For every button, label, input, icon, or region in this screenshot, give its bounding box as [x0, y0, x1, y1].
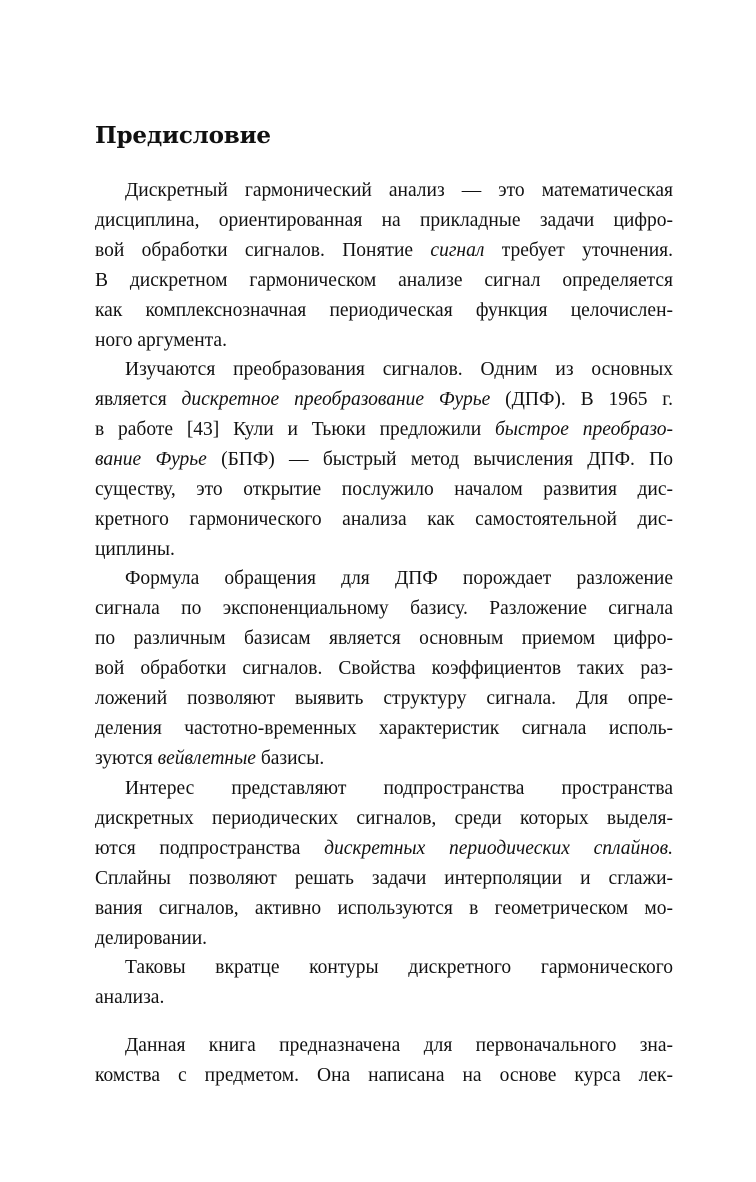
paragraph-1-line	[95, 326, 673, 356]
body-text-run: зуются	[95, 748, 158, 769]
paragraph-3-line	[95, 744, 673, 774]
body-text-run: дискретных периодических сигналов, среди которых выделя-	[95, 808, 673, 829]
paragraph-2-line	[95, 505, 673, 535]
body-text-run: сигнала по экспоненциальному базису. Разложение сигнала	[95, 598, 673, 619]
body-text-run: делировании.	[95, 928, 208, 949]
paragraph-3-line	[95, 624, 673, 654]
emphasis-text: дискретных периодических сплайнов.	[324, 838, 673, 859]
body-text-run: ложений позволяют выявить структуру сигнала. Для опре-	[95, 688, 673, 709]
body-text-run: Изучаются преобразования сигналов. Одним из основных	[125, 359, 673, 380]
page-title: Предисловие	[95, 122, 271, 149]
emphasis-text: вание Фурье	[95, 449, 207, 470]
paragraph-3-line	[95, 594, 673, 624]
paragraph-1-line	[95, 236, 673, 266]
body-text-run: по различным базисам является основным приемом цифро-	[95, 628, 673, 649]
paragraph-4-line	[95, 864, 673, 894]
paragraph-3-line	[125, 564, 673, 594]
emphasis-text: дискретное преобразование Фурье	[181, 389, 491, 410]
paragraph-2-line	[95, 415, 673, 445]
body-text-run: Интерес представляют подпространства пространства	[125, 778, 673, 799]
body-text-run: в работе [43] Кули и Тьюки предложили	[95, 419, 495, 440]
paragraph-2-line	[95, 475, 673, 505]
body-text-run: (ДПФ). В 1965 г.	[490, 389, 673, 410]
body-text-run: (БПФ) — быстрый метод вычисления ДПФ. По	[206, 449, 673, 470]
body-text-run: является	[95, 389, 182, 410]
paragraph-5-line	[95, 983, 673, 1013]
body-text-run: ного аргумента.	[95, 330, 227, 351]
paragraph-1-line	[125, 176, 673, 206]
body-text-run: Данная книга предназначена для первоначального зна-	[125, 1035, 673, 1056]
paragraph-6-line	[125, 1031, 673, 1061]
paragraph-4-line	[95, 894, 673, 924]
paragraph-6-line	[95, 1061, 673, 1091]
body-text-run: деления частотно-временных характеристик сигнала исполь-	[95, 718, 673, 739]
body-text-run: требует уточнения.	[484, 240, 673, 261]
body-text-run: вания сигналов, активно используются в геометрическом мо-	[95, 898, 673, 919]
body-text-run: существу, это открытие послужило началом развития дис-	[95, 479, 673, 500]
body-text-run: как комплекснозначная периодическая функция целочислен-	[95, 300, 673, 321]
body-text-run: Таковы вкратце контуры дискретного гармонического	[125, 957, 673, 978]
emphasis-text: сигнал	[430, 240, 485, 261]
body-text-run: В дискретном гармоническом анализе сигнал определяется	[95, 270, 673, 291]
paragraph-5-line	[125, 953, 673, 983]
emphasis-text: вейвлетные	[157, 748, 256, 769]
paragraph-2-line	[125, 355, 673, 385]
paragraph-3-line	[95, 654, 673, 684]
paragraph-2-line	[95, 385, 673, 415]
body-text-run: анализа.	[95, 987, 165, 1008]
paragraph-1-line	[95, 296, 673, 326]
body-text-run: Формула обращения для ДПФ порождает разложение	[125, 568, 673, 589]
paragraph-1-line	[95, 206, 673, 236]
body-text-run: кретного гармонического анализа как самостоятельной дис-	[95, 509, 673, 530]
paragraph-4-line	[95, 804, 673, 834]
body-text-run: вой обработки сигналов. Понятие	[95, 240, 431, 261]
emphasis-text: быстрое преобразо-	[495, 419, 674, 440]
body-text-run: дисциплина, ориентированная на прикладные задачи цифро-	[95, 210, 673, 231]
body-text-run: базисы.	[255, 748, 325, 769]
body-text-run: ются подпространства	[95, 838, 325, 859]
body-text-run: Сплайны позволяют решать задачи интерполяции и сглажи-	[95, 868, 673, 889]
paragraph-4-line	[95, 924, 673, 954]
paragraph-4-line	[125, 774, 673, 804]
paragraph-4-line	[95, 834, 673, 864]
body-text-run: вой обработки сигналов. Свойства коэффициентов таких раз-	[95, 658, 673, 679]
paragraph-2-line	[95, 445, 673, 475]
body-text-run: комства с предметом. Она написана на основе курса лек-	[95, 1065, 673, 1086]
paragraph-1-line	[95, 266, 673, 296]
paragraph-3-line	[95, 684, 673, 714]
body-text-run: Дискретный гармонический анализ — это математическая	[125, 180, 673, 201]
body-text-run: циплины.	[95, 539, 175, 560]
paragraph-2-line	[95, 535, 673, 565]
paragraph-3-line	[95, 714, 673, 744]
